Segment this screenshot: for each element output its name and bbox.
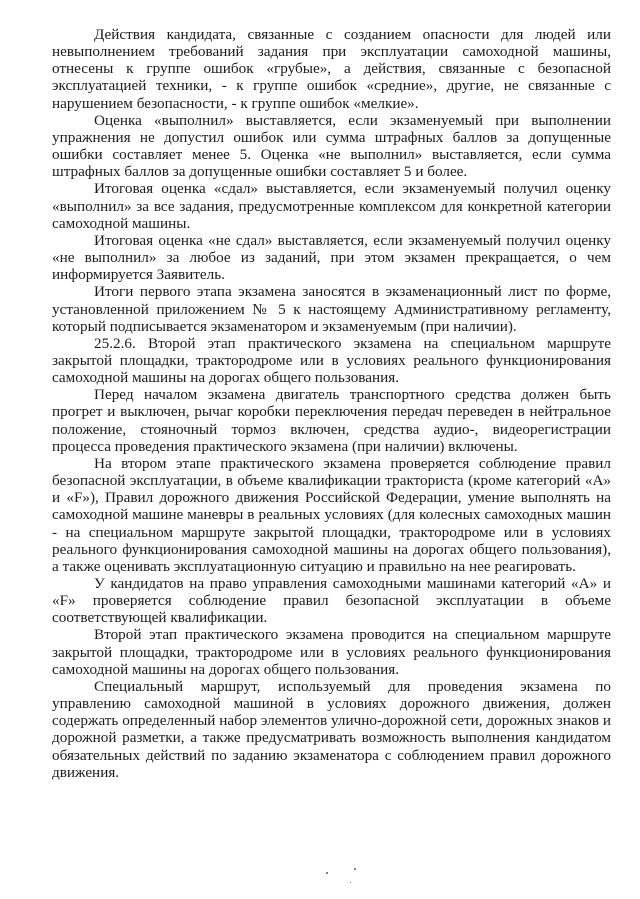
scan-speck — [354, 868, 356, 870]
paragraph-special-route: Специальный маршрут, используемый для проведения экзамена по управлению самоходной машиной в условиях дорожного движения, должен содержать определенный набор элементов улично-дорожной сети, дорожных знаков и дорожной разметки, а также предусматривать возможность выполнения кандидатом обязательных действий по заданию экзаменатора с соблюдением правил дорожного движения. — [52, 677, 611, 781]
paragraph-final-passed: Итоговая оценка «сдал» выставляется, если экзаменуемый получил оценку «выполнил» за все задания, предусмотренные комплексом для конкретной категории самоходной машины. — [52, 180, 611, 232]
paragraph-engine-preparation: Перед началом экзамена двигатель транспортного средства должен быть прогрет и выключен, рычаг коробки переключения передач переведен в нейтральное положение, стояночный тормоз включен, средства аудио-, видеорегистрации процесса проведения практического экзамена (при наличии) включены. — [52, 386, 611, 455]
paragraph-exercise-grading: Оценка «выполнил» выставляется, если экзаменуемый при выполнении упражнения не допустил ошибок или сумма штрафных баллов за допущенные ошибки составляет менее 5. Оценка «не выполнил» выставляется, если сумма штрафных баллов за допущенные ошибки составляет 5 и более. — [52, 111, 611, 181]
paragraph-stage-two-checks: На втором этапе практического экзамена проверяется соблюдение правил безопасной эксплуатации, в объеме квалификации тракториста (кроме категорий «А» и «F»), Правил дорожного движения Российской Федерации, умение выполнять на самоходной машине маневры в реальных условиях (для колесных самоходных машин - на специальном маршруте закрытой площадки, трактородроме или в условиях реального функционирования самоходной машины на дорогах общего пользования), а также оценивать эксплуатационную ситуацию и правильно на нее реагировать. — [52, 454, 611, 575]
scan-speck — [350, 882, 351, 883]
paragraph-stage-two-location: Второй этап практического экзамена проводится на специальном маршруте закрытой площадки, трактородроме или в условиях реального функционирования самоходной машины на дорогах общего пользования. — [52, 626, 611, 678]
document-page — [52, 26, 611, 781]
paragraph-error-groups: Действия кандидата, связанные с созданием опасности для людей или невыполнением требований задания при эксплуатации самоходной машины, отнесены к группе ошибок «грубые», а действия, связанные с безопасной эксплуатацией техники, - к группе ошибок «средние», другие, не связанные с нарушением безопасности, - к группе ошибок «мелкие». — [52, 26, 611, 112]
paragraph-categories-a-f: У кандидатов на право управления самоходными машинами категорий «А» и «F» проверяется соблюдение правил безопасной эксплуатации в объеме соответствующей квалификации. — [52, 575, 611, 627]
scan-specks — [318, 868, 378, 888]
paragraph-stage-one-results: Итоги первого этапа экзамена заносятся в экзаменационный лист по форме, установленной приложением № 5 к настоящему Административному регламенту, который подписывается экзаменатором и экзаменуемым (при наличии). — [52, 283, 611, 335]
scan-speck — [326, 872, 328, 874]
paragraph-section-25-2-6: 25.2.6. Второй этап практического экзамена на специальном маршруте закрытой площадки, трактородроме или в условиях реального функционирования самоходной машины на дорогах общего пользования. — [52, 334, 611, 387]
paragraph-final-failed: Итоговая оценка «не сдал» выставляется, если экзаменуемый получил оценку «не выполнил» за любое из заданий, при этом экзамен прекращается, о чем информируется Заявитель. — [52, 231, 611, 284]
